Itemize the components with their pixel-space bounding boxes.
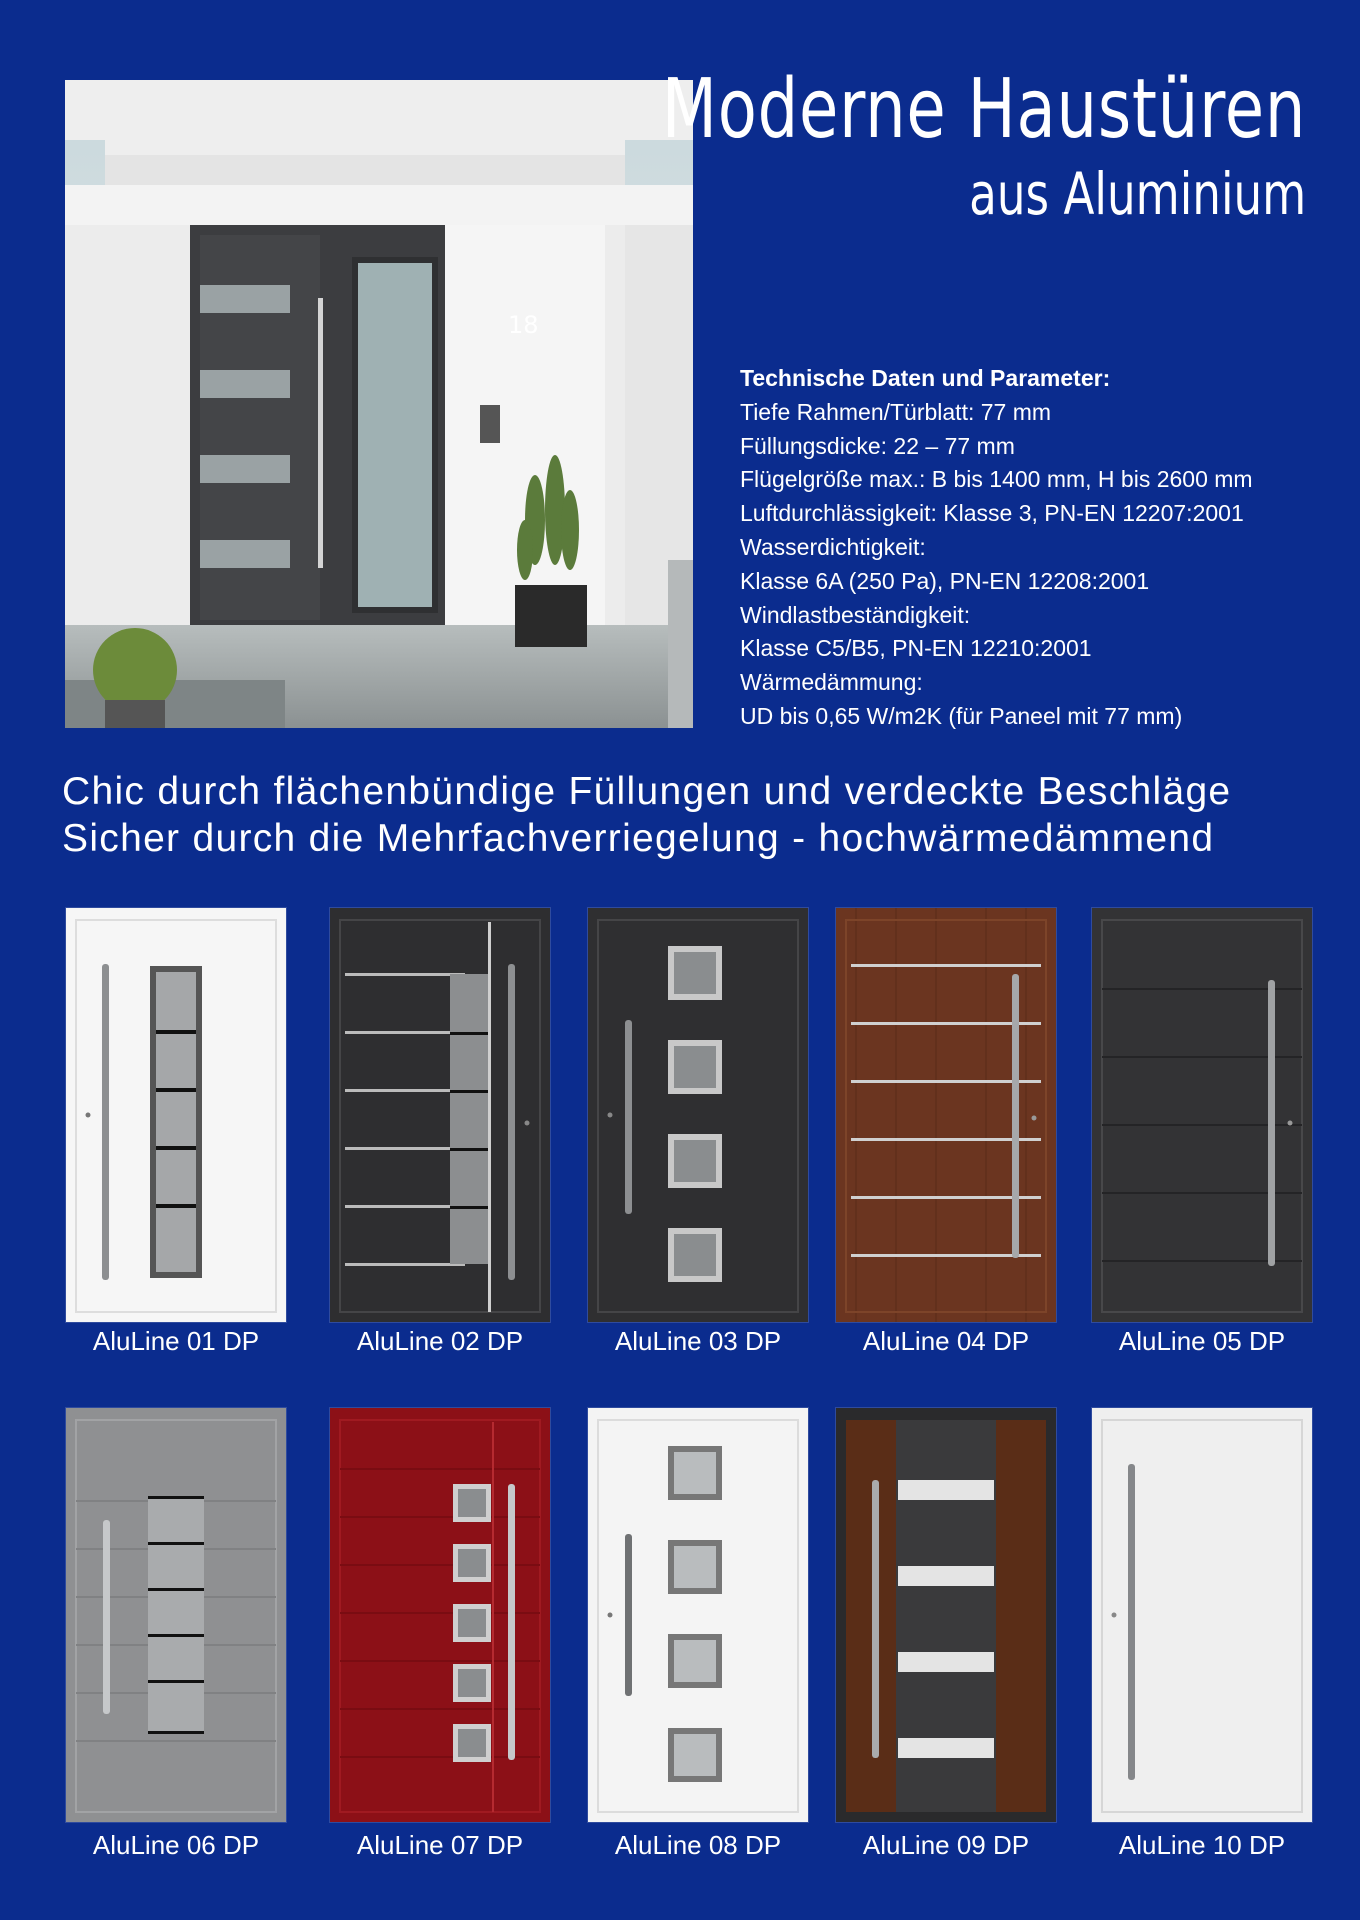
spec-line: Windlastbeständigkeit: — [740, 601, 971, 628]
hero-photo — [65, 80, 693, 728]
specs-heading: Technische Daten und Parameter: — [740, 365, 1111, 391]
door-image — [836, 1408, 1056, 1822]
spec-line: Klasse 6A (250 Pa), PN-EN 12208:2001 — [740, 567, 1150, 594]
door-label: AluLine 02 DP — [356, 1326, 524, 1356]
door-label: AluLine 01 DP — [92, 1326, 260, 1356]
slogan-line: Chic durch flächenbündige Füllungen und verdeckte Beschläge — [62, 770, 1232, 813]
door-label: AluLine 07 DP — [356, 1830, 524, 1860]
door-label: AluLine 04 DP — [862, 1326, 1030, 1356]
door-image — [66, 1408, 286, 1822]
spec-line: UD bis 0,65 W/m2K (für Paneel mit 77 mm) — [740, 702, 1183, 729]
page-subtitle: aus Aluminium — [968, 160, 1306, 228]
house-number: 18 — [508, 311, 539, 339]
spec-line: Luftdurchlässigkeit: Klasse 3, PN-EN 12207:2001 — [740, 500, 1244, 527]
door-image — [330, 908, 550, 1322]
door-image — [330, 1408, 550, 1822]
door-image — [588, 908, 808, 1322]
spec-line: Tiefe Rahmen/Türblatt: 77 mm — [740, 398, 1052, 425]
spec-line: Füllungsdicke: 22 – 77 mm — [740, 432, 1015, 459]
door-label: AluLine 06 DP — [92, 1830, 260, 1860]
door-label: AluLine 09 DP — [862, 1830, 1030, 1860]
door-label: AluLine 10 DP — [1118, 1830, 1286, 1860]
door-image — [1092, 1408, 1312, 1822]
slogan-line: Sicher durch die Mehrfachverriegelung - hochwärmedämmend — [62, 817, 1215, 860]
door-image — [1092, 908, 1312, 1322]
door-label: AluLine 05 DP — [1118, 1326, 1286, 1356]
spec-line: Klasse C5/B5, PN-EN 12210:2001 — [740, 635, 1092, 662]
spec-line: Flügelgröße max.: B bis 1400 mm, H bis 2600 mm — [740, 466, 1253, 493]
door-image — [66, 908, 286, 1322]
door-image — [836, 908, 1056, 1322]
door-label: AluLine 08 DP — [614, 1830, 782, 1860]
technical-specs — [740, 362, 1340, 734]
spec-line: Wasserdichtigkeit: — [740, 533, 926, 560]
door-label: AluLine 03 DP — [614, 1326, 782, 1356]
door-image — [588, 1408, 808, 1822]
spec-line: Wärmedämmung: — [740, 669, 923, 696]
page-title: Moderne Haustüren — [661, 62, 1306, 157]
